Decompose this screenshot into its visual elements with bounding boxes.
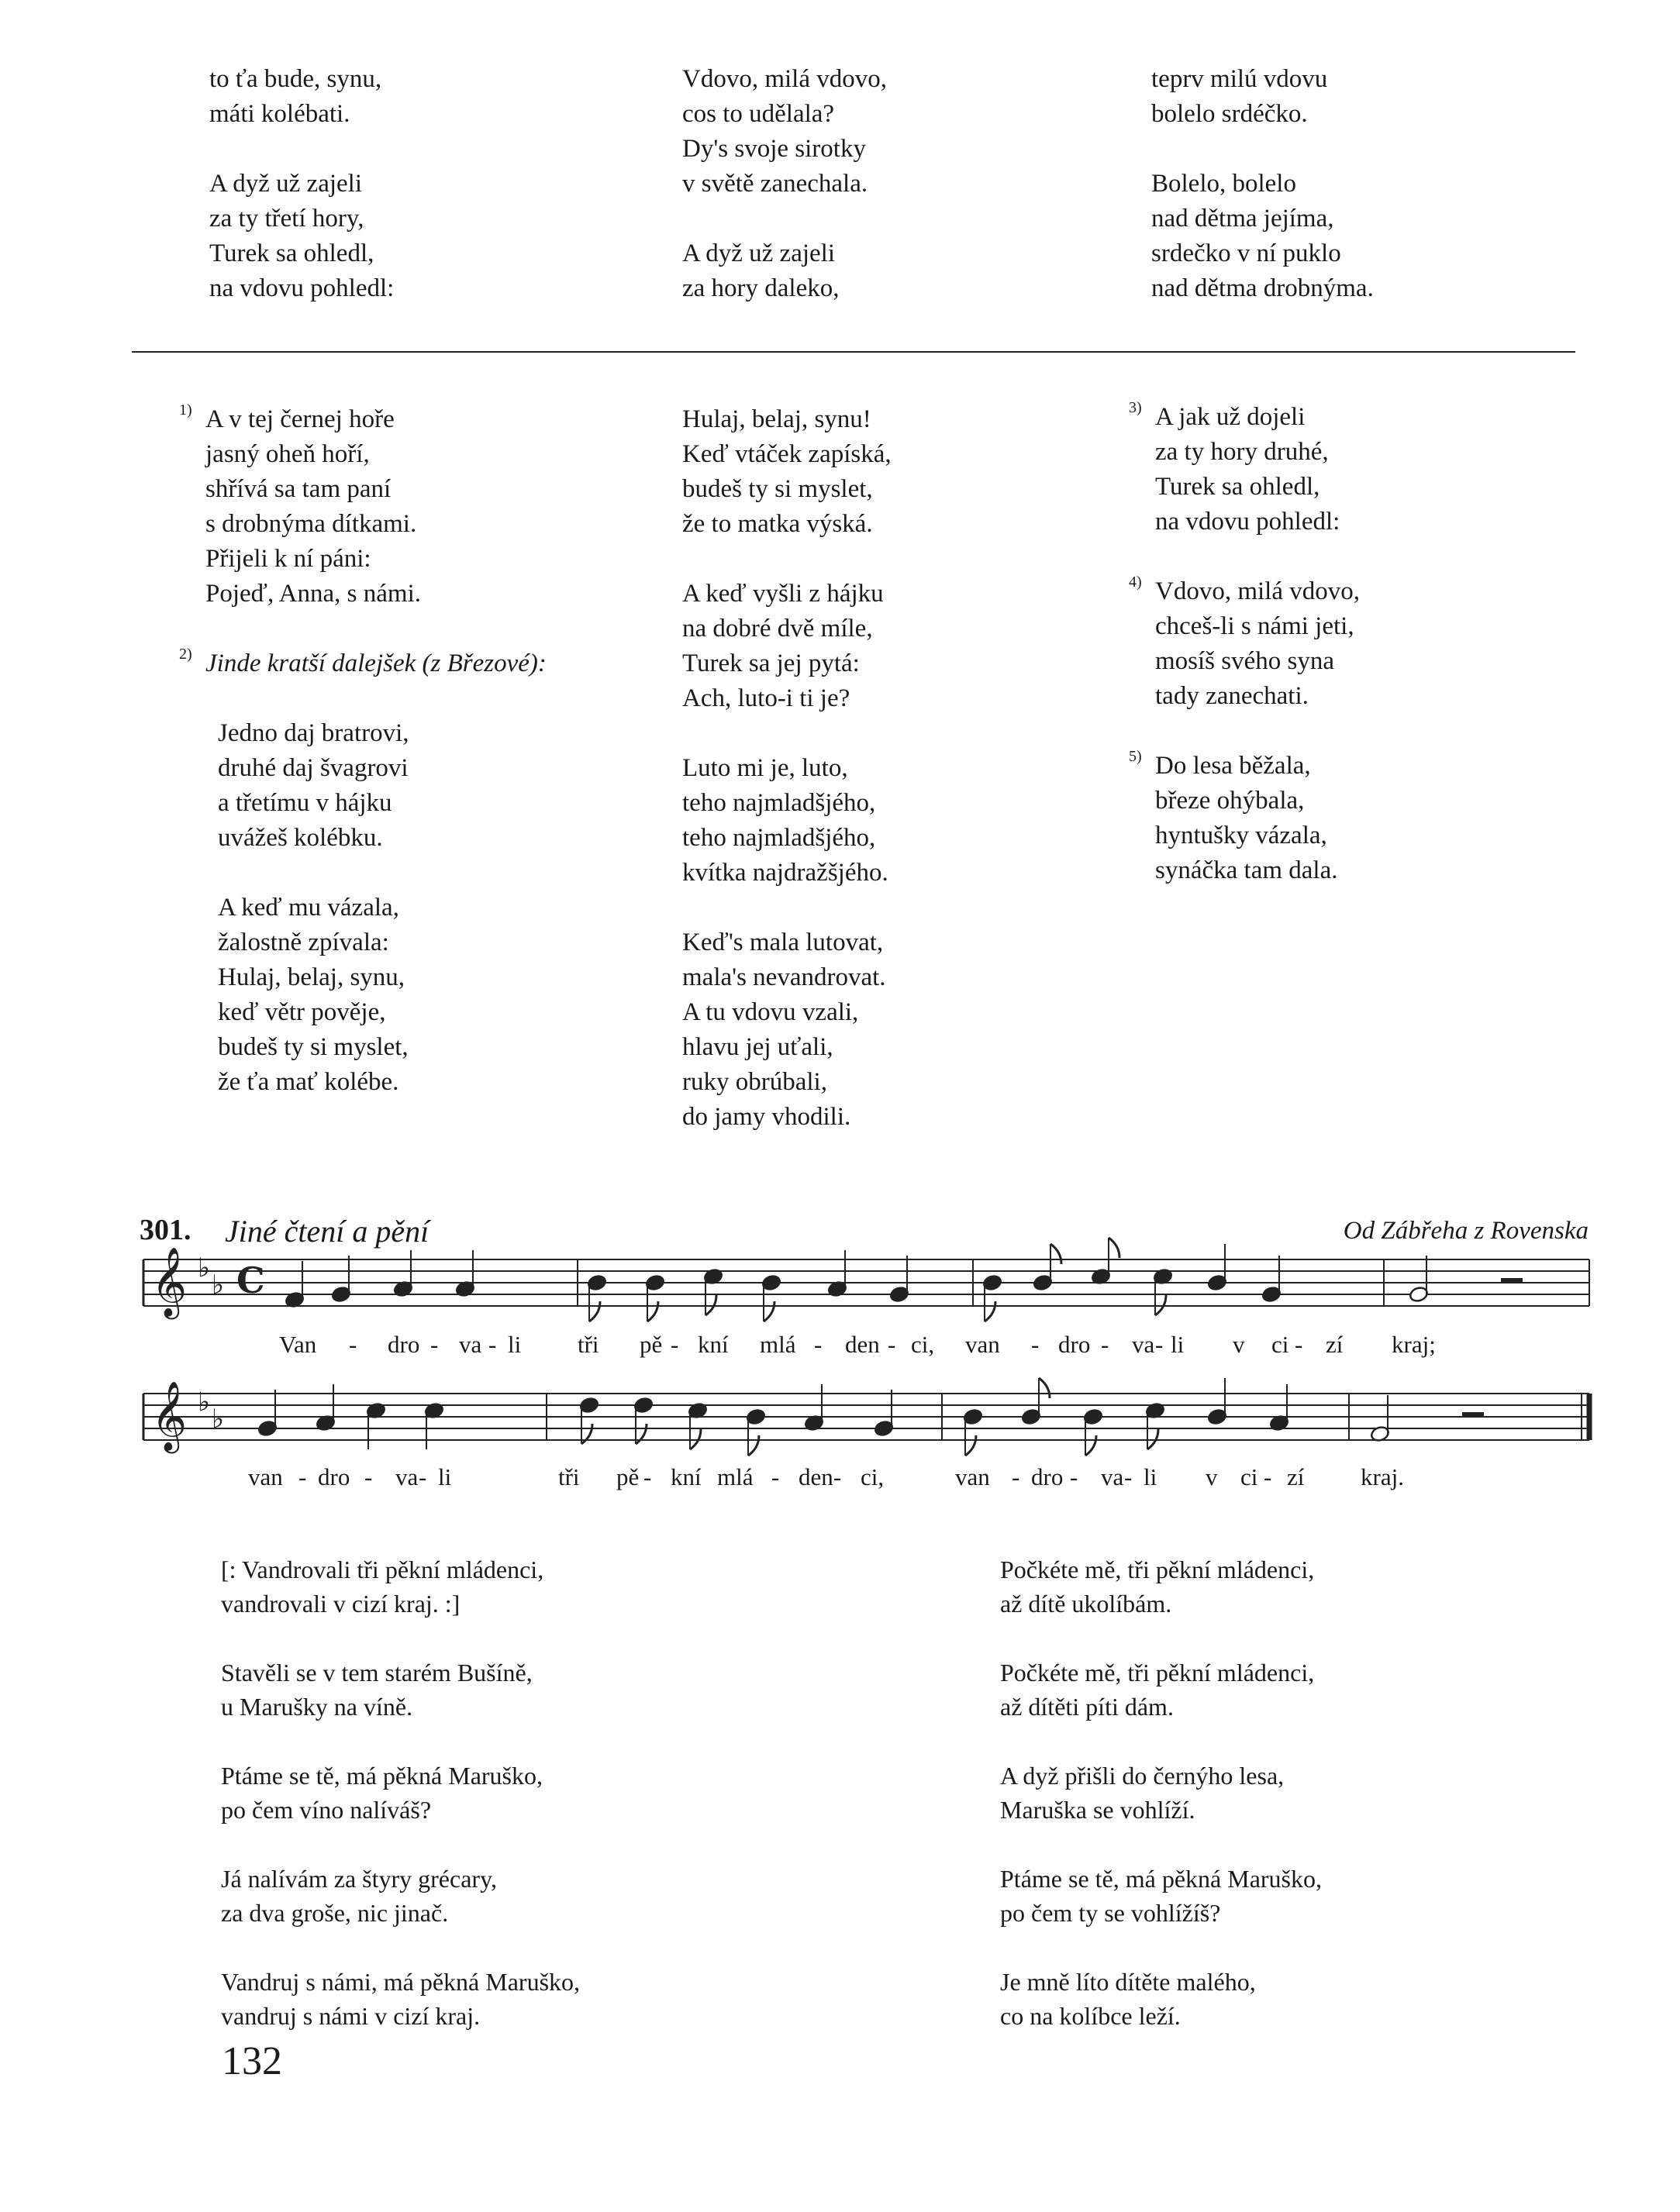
verse-line: po čem víno nalíváš? bbox=[221, 1796, 432, 1824]
verse-line: budeš ty si myslet, bbox=[682, 475, 873, 503]
verse-line: Jedno daj bratrovi, bbox=[218, 719, 409, 747]
verse-line: nad dětma drobnýma. bbox=[1151, 274, 1374, 302]
verse-line: A dyž už zajeli bbox=[209, 170, 363, 198]
note-flag bbox=[1085, 1435, 1096, 1456]
note-flag bbox=[647, 1301, 658, 1321]
verse-line: mosíš svého syna bbox=[1155, 647, 1334, 675]
verse-line: tady zanechati. bbox=[1155, 682, 1309, 710]
verse-line: Maruška se vohlíží. bbox=[1000, 1796, 1195, 1824]
verse-line: Hulaj, belaj, synu! bbox=[682, 405, 871, 433]
verse-line: teprv milú vdovu bbox=[1151, 65, 1328, 93]
verse-line: bolelo srdéčko. bbox=[1151, 100, 1308, 128]
verse-line: Vdovo, milá vdovo, bbox=[682, 65, 887, 93]
syllable-hyphen: - bbox=[1031, 1331, 1040, 1358]
syllable-hyphen: - bbox=[1295, 1331, 1303, 1358]
verse-line: Vdovo, milá vdovo, bbox=[1155, 577, 1360, 605]
syllable-hyphen: - bbox=[1124, 1463, 1133, 1490]
verse-line: Bolelo, bolelo bbox=[1151, 170, 1296, 198]
time-signature: C bbox=[236, 1259, 265, 1301]
bottom-verses-left bbox=[221, 1552, 580, 2033]
lyric-syllable: den bbox=[799, 1463, 833, 1490]
syllable-hyphen: - bbox=[1070, 1463, 1078, 1490]
syllable-hyphen: - bbox=[364, 1463, 373, 1490]
lyric-syllable: van bbox=[965, 1331, 1000, 1358]
verse-line: hyntušky vázala, bbox=[1155, 822, 1327, 849]
verse-line: ruky obrúbali, bbox=[682, 1068, 827, 1096]
bottom-verses-right bbox=[1000, 1552, 1322, 2033]
song-number: 301. bbox=[140, 1214, 191, 1246]
verse-line: Turek sa ohledl, bbox=[209, 239, 374, 267]
verse-line: A tu vdovu vzali, bbox=[682, 998, 859, 1026]
flat-icon: ♭ bbox=[198, 1252, 211, 1283]
verse-line: za ty hory druhé, bbox=[1155, 438, 1329, 466]
verse-line: Je mně líto dítěte malého, bbox=[1000, 1968, 1256, 1996]
verse-line: Dy's svoje sirotky bbox=[682, 135, 866, 163]
lyric-syllable: li bbox=[508, 1331, 522, 1358]
song-source: Od Zábřeha z Rovenska bbox=[1343, 1217, 1589, 1245]
verse-line: A keď vyšli z hájku bbox=[682, 580, 884, 608]
verse-line: Počkéte mě, tři pěkní mládenci, bbox=[1000, 1659, 1315, 1687]
verse-line: žalostně zpívala: bbox=[218, 929, 389, 956]
lyric-syllable: ci, bbox=[911, 1331, 935, 1358]
lyric-syllable: kraj. bbox=[1361, 1463, 1404, 1490]
syllable-hyphen: - bbox=[1155, 1331, 1164, 1358]
verse-line: na dobré dvě míle, bbox=[682, 615, 873, 643]
song-title: Jiné čtení a pění bbox=[225, 1214, 429, 1249]
syllable-hyphen: - bbox=[1012, 1463, 1020, 1490]
verse-line: na vdovu pohledl: bbox=[1155, 508, 1340, 536]
verse-line: u Marušky na víně. bbox=[221, 1693, 413, 1721]
verse-line: A dyž přišli do černýho lesa, bbox=[1000, 1762, 1285, 1790]
verse-line: až dítě ukolíbám. bbox=[1000, 1590, 1172, 1618]
lyric-syllable: v bbox=[1233, 1331, 1245, 1358]
verse-line: Do lesa běžala, bbox=[1155, 752, 1311, 780]
lyric-syllable: van bbox=[955, 1463, 990, 1490]
lyric-syllable: va bbox=[1132, 1331, 1155, 1358]
verse-line: A keď mu vázala, bbox=[218, 894, 399, 922]
verse-line: Ptáme se tě, má pěkná Maruško, bbox=[221, 1762, 543, 1790]
lyric-syllable: dro bbox=[1058, 1331, 1091, 1358]
lyric-syllable: zí bbox=[1326, 1331, 1344, 1358]
syllable-hyphen: - bbox=[298, 1463, 307, 1490]
verse-line: Počkéte mě, tři pěkní mládenci, bbox=[1000, 1556, 1315, 1583]
verse-line: jasný oheň hoří, bbox=[205, 440, 370, 468]
lyric-syllable: kní bbox=[698, 1331, 729, 1358]
verse-line: a třetímu v hájku bbox=[218, 789, 392, 817]
verse-line: Přijeli k ní páni: bbox=[205, 545, 371, 573]
verse-line: vandruj s námi v cizí kraj. bbox=[221, 2002, 481, 2030]
lyric-syllable: ci bbox=[1240, 1463, 1258, 1490]
half-rest-icon bbox=[1501, 1278, 1523, 1283]
lyric-syllable: zí bbox=[1287, 1463, 1305, 1490]
note-flag bbox=[764, 1301, 774, 1321]
verse-line: shřívá sa tam paní bbox=[205, 475, 392, 503]
verse-line: A jak už dojeli bbox=[1155, 403, 1306, 431]
verse-line: chceš-li s námi jeti, bbox=[1155, 612, 1354, 640]
note-flag bbox=[1039, 1378, 1050, 1398]
verse-line: po čem ty se vohlížíš? bbox=[1000, 1899, 1221, 1927]
lyric-syllable: dro bbox=[388, 1331, 420, 1358]
note-flag bbox=[1109, 1238, 1119, 1258]
verse-line: teho najmladšjého, bbox=[682, 789, 876, 817]
lyric-syllable: dro bbox=[1031, 1463, 1064, 1490]
page-number: 132 bbox=[222, 2039, 282, 2083]
stanza-gap bbox=[1000, 1930, 1322, 1965]
verse-line: máti kolébati. bbox=[209, 100, 350, 128]
verse-line: že ťa mať kolébe. bbox=[218, 1068, 399, 1096]
verse-line: A dyž už zajeli bbox=[682, 239, 836, 267]
verse-line: v světě zanechala. bbox=[682, 170, 868, 198]
footnote-3-mark: 3) bbox=[1129, 399, 1142, 416]
lyric-syllable: van bbox=[248, 1463, 283, 1490]
stanza-gap bbox=[221, 1724, 580, 1759]
verse-line: Ach, luto-i ti je? bbox=[682, 684, 850, 712]
syllable-hyphen: - bbox=[643, 1463, 652, 1490]
note-flag bbox=[1050, 1244, 1061, 1264]
verse-line: Vandruj s námi, má pěkná Maruško, bbox=[221, 1968, 581, 1996]
footnote-1-mark: 1) bbox=[179, 401, 192, 419]
lyric-syllable: va bbox=[395, 1463, 419, 1490]
flat-icon: ♭ bbox=[198, 1387, 211, 1418]
verse-line: Já nalívám za štyry grécary, bbox=[221, 1865, 497, 1893]
verse-line: Keď's mala lutovat, bbox=[682, 929, 884, 956]
verse-line: Luto mi je, luto, bbox=[682, 754, 848, 782]
flat-icon: ♭ bbox=[212, 1270, 225, 1301]
footnote-2-heading: Jinde kratší dalejšek (z Březové): bbox=[205, 649, 547, 677]
note-flag bbox=[985, 1301, 995, 1321]
verse-line: [: Vandrovali tři pěkní mládenci, bbox=[221, 1556, 544, 1583]
verse-line: březe ohýbala, bbox=[1155, 787, 1305, 815]
lyric-syllable: pě bbox=[640, 1331, 663, 1358]
stanza-gap bbox=[221, 1621, 580, 1656]
verse-line: za ty třetí hory, bbox=[209, 205, 364, 233]
lyrics-row-2 bbox=[0, 1463, 1680, 1494]
verse-line: uvážeš kolébku. bbox=[218, 824, 383, 852]
lyric-syllable: v bbox=[1206, 1463, 1218, 1490]
verse-line: teho najmladšjého, bbox=[682, 824, 876, 852]
verse-line: synáčka tam dala. bbox=[1155, 856, 1338, 884]
treble-clef-icon: 𝄞 bbox=[151, 1247, 188, 1317]
lyric-syllable: dro bbox=[318, 1463, 350, 1490]
verse-line: že to matka výská. bbox=[682, 510, 873, 538]
note-flag bbox=[589, 1301, 600, 1321]
verse-line: za hory daleko, bbox=[682, 274, 840, 302]
stanza-gap bbox=[1000, 1724, 1322, 1759]
lyric-syllable: ci, bbox=[861, 1463, 885, 1490]
note-flag bbox=[748, 1435, 759, 1456]
footnote-5-mark: 5) bbox=[1129, 748, 1142, 765]
footnote-2-mark: 2) bbox=[179, 646, 192, 663]
verse-line: Keď vtáček zapíská, bbox=[682, 440, 892, 468]
lyric-syllable: li bbox=[438, 1463, 452, 1490]
verse-line: za dva groše, nic jinač. bbox=[221, 1899, 449, 1927]
note-flag bbox=[636, 1424, 647, 1444]
verse-line: srdečko v ní puklo bbox=[1151, 239, 1341, 267]
verse-line: vandrovali v cizí kraj. :] bbox=[221, 1590, 461, 1618]
lyric-syllable: tři bbox=[558, 1463, 580, 1490]
verse-line: keď větr pověje, bbox=[218, 998, 386, 1026]
lyric-syllable: va bbox=[1101, 1463, 1124, 1490]
verse-line: mala's nevandrovat. bbox=[682, 963, 886, 991]
syllable-hyphen: - bbox=[1264, 1463, 1272, 1490]
note-flag bbox=[581, 1424, 592, 1444]
lyric-syllable: kní bbox=[671, 1463, 702, 1490]
verse-line: hlavu jej uťali, bbox=[682, 1033, 833, 1061]
verse-line: Turek sa jej pytá: bbox=[682, 649, 860, 677]
syllable-hyphen: - bbox=[349, 1331, 357, 1358]
verse-line: budeš ty si myslet, bbox=[218, 1033, 409, 1061]
half-rest-icon bbox=[1462, 1412, 1484, 1417]
lyrics-row-1 bbox=[0, 1331, 1680, 1362]
lyric-syllable: li bbox=[1144, 1463, 1157, 1490]
verse-line: co na kolíbce leží. bbox=[1000, 2002, 1181, 2030]
verse-line: Ptáme se tě, má pěkná Maruško, bbox=[1000, 1865, 1322, 1893]
lyric-syllable: va bbox=[459, 1331, 482, 1358]
lyric-syllable: Van bbox=[279, 1331, 317, 1358]
lyric-syllable: mlá bbox=[760, 1331, 796, 1358]
verse-line: Pojeď, Anna, s námi. bbox=[205, 580, 421, 608]
note-flag bbox=[965, 1435, 976, 1456]
lyric-syllable: kraj; bbox=[1392, 1331, 1436, 1358]
verse-line: Turek sa ohledl, bbox=[1155, 473, 1320, 501]
lyric-syllable: ci bbox=[1271, 1331, 1289, 1358]
stanza-gap bbox=[221, 1930, 580, 1965]
syllable-hyphen: - bbox=[419, 1463, 427, 1490]
syllable-hyphen: - bbox=[488, 1331, 497, 1358]
verse-line: na vdovu pohledl: bbox=[209, 274, 395, 302]
verse-line: nad dětma jejíma, bbox=[1151, 205, 1334, 233]
stanza-gap bbox=[1000, 1827, 1322, 1862]
stanza-gap bbox=[1000, 1621, 1322, 1656]
syllable-hyphen: - bbox=[771, 1463, 780, 1490]
syllable-hyphen: - bbox=[833, 1463, 842, 1490]
lyric-syllable: den bbox=[845, 1331, 880, 1358]
lyric-syllable: mlá bbox=[717, 1463, 754, 1490]
verse-line: druhé daj švagrovi bbox=[218, 754, 409, 782]
syllable-hyphen: - bbox=[671, 1331, 679, 1358]
verse-line: do jamy vhodili. bbox=[682, 1103, 851, 1131]
flat-icon: ♭ bbox=[212, 1404, 225, 1435]
lyric-syllable: pě bbox=[616, 1463, 640, 1490]
verse-line: Hulaj, belaj, synu, bbox=[218, 963, 405, 991]
treble-clef-icon: 𝄞 bbox=[151, 1381, 188, 1451]
verse-line: to ťa bude, synu, bbox=[209, 65, 382, 93]
lyric-syllable: li bbox=[1171, 1331, 1185, 1358]
footnote-4-mark: 4) bbox=[1129, 574, 1142, 591]
syllable-hyphen: - bbox=[814, 1331, 823, 1358]
lyric-syllable: tři bbox=[578, 1331, 599, 1358]
verse-line: cos to udělala? bbox=[682, 100, 835, 128]
verse-line: s drobnýma dítkami. bbox=[205, 510, 417, 538]
syllable-hyphen: - bbox=[1101, 1331, 1109, 1358]
syllable-hyphen: - bbox=[888, 1331, 896, 1358]
verse-line: až dítěti píti dám. bbox=[1000, 1693, 1174, 1721]
syllable-hyphen: - bbox=[430, 1331, 439, 1358]
stanza-gap bbox=[221, 1827, 580, 1862]
verse-line: A v tej černej hoře bbox=[205, 405, 395, 433]
verse-line: Stavěli se v tem starém Bušíně, bbox=[221, 1659, 533, 1687]
verse-line: kvítka najdražšjého. bbox=[682, 859, 888, 887]
